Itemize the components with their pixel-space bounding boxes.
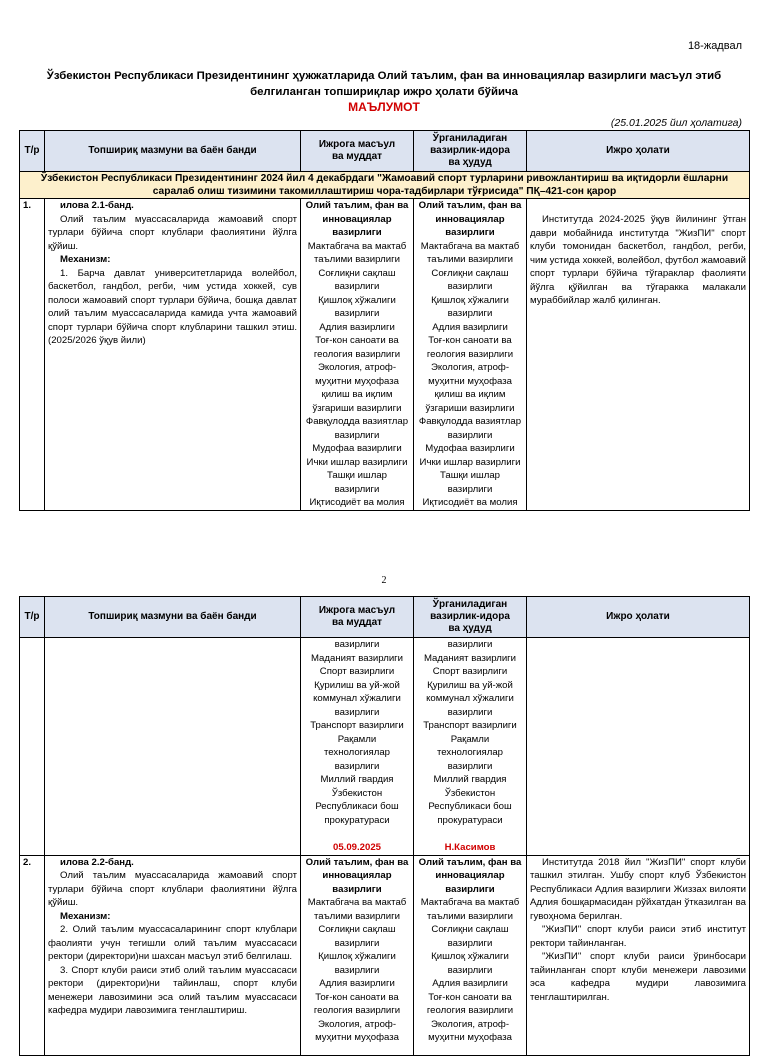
ministry-list	[304, 240, 410, 510]
ministry-list	[417, 652, 523, 828]
ministry-item: Спорт вазирлиги	[432, 666, 508, 677]
ministry-item: Қурилиш ва уй-жой коммунал хўжалиги вазирлиги	[426, 679, 514, 718]
task-text: Олий таълим муассасаларида жамоавий спорт турлари бўйича спорт клублари фаолиятини йўлга қўйиш.	[48, 213, 297, 252]
ministry-item: Иқтисодиёт ва молия	[309, 497, 405, 508]
studied-cell	[414, 638, 527, 856]
table-header-row	[20, 597, 750, 638]
studied-cell	[414, 199, 527, 511]
ministry-item: Соғлиқни сақлаш вазирлиги	[431, 267, 509, 292]
responsible-cell	[301, 855, 414, 1055]
section-title: Ўзбекистон Республикаси Президентининг 2024 йил 4 декабрдаги "Жамоавий спорт турларини ривожлантириш ва иқтидорли ёшларни саралаб олиш тизимини такомиллаштириш чора-тадбирлари тўғрисида" ПҚ–421-сон қарор	[20, 172, 750, 199]
status-cell	[527, 855, 750, 1055]
ministry-item: Экология, атроф-муҳитни муҳофаза	[315, 1018, 399, 1043]
task-heading: илова 2.2-банд.	[60, 856, 134, 868]
ministry-item: Қишлоқ хўжалиги вазирлиги	[431, 294, 509, 319]
table-row-continued	[20, 638, 750, 856]
responsible-person: Н.Касимов	[444, 842, 496, 853]
lead-ministry: Олий таълим, фан ва инновациялар вазирлиги	[305, 856, 409, 895]
lead-ministry: Олий таълим, фан ва инновациялар вазирлиги	[418, 200, 522, 238]
ministry-item: Миллий гвардия	[433, 774, 507, 785]
status-text: "ЖизПИ" спорт клуби раиси ўринбосари тайинланган спорт клуби менежери лавозими эса кафедра мудири лавозимига тенглаштирилган.	[530, 951, 746, 1003]
ministry-item: Тоғ-кон саноати ва геология вазирлиги	[313, 991, 401, 1016]
date-note: (25.01.2025 йил ҳолатига)	[610, 117, 742, 129]
ministry-item: Ўзбекистон Республикаси бош прокуратураси	[315, 787, 399, 826]
mechanism-label: Механизм:	[60, 910, 111, 922]
status-cell	[527, 199, 750, 511]
title-line-2: белгиланган топшириқлар ижро ҳолати бўйича	[250, 86, 518, 98]
ministry-item: Рақамли технологиялар вазирлиги	[324, 733, 390, 772]
header-responsible: Ижрога масъул ва муддат	[301, 597, 414, 638]
ministry-list	[304, 652, 410, 828]
row-number: 1.	[20, 199, 45, 511]
mechanism-label: Механизм:	[60, 254, 111, 265]
task-content	[45, 199, 301, 511]
ministry-item: Рақамли технологиялар вазирлиги	[437, 733, 503, 772]
ministry-item: Маданият вазирлиги	[423, 652, 517, 664]
ministry-item: Мактабгача ва мактаб таълими вазирлиги	[420, 240, 520, 265]
appendix-label: 18-жадвал	[687, 40, 742, 52]
document-title	[40, 68, 728, 100]
header-status: Ижро ҳолати	[527, 597, 750, 638]
table-row	[20, 855, 750, 1055]
ministry-item: Соғлиқни сақлаш вазирлиги	[431, 924, 509, 949]
status-text: "ЖизПИ" спорт клуби раиси этиб институт ректори тайинланган.	[530, 924, 746, 949]
ministry-item: Адлия вазирлиги	[319, 978, 395, 989]
section-row	[20, 172, 750, 199]
ministry-item: Қишлоқ хўжалиги вазирлиги	[318, 294, 396, 319]
header-responsible: Ижрога масъул ва муддат	[301, 131, 414, 172]
ministry-item: Экология, атроф-муҳитни муҳофаза қилиш ва иқлим ўзгариши вазирлиги	[425, 362, 515, 414]
ministry-item: Мактабгача ва мактаб таълими вазирлиги	[307, 897, 407, 922]
ministry-list	[304, 896, 410, 1045]
mechanism-text: 3. Спорт клуби раиси этиб олий таълим муассасаси ректори (директори)ни тайинлаш, спорт клуби менежери лавозимини эса олий таълим муассасаси кафедра мудири лавозимига тенглаштириш.	[48, 964, 297, 1016]
mechanism-text: 2. Олий таълим муассасаларининг спорт клублари фаолияти учун тегишли олий таълим муассасаси ректори (директори)ни шахсан масъул этиб белгилаш.	[48, 924, 297, 962]
row-number: 2.	[20, 855, 45, 1055]
mechanism-text: 1. Барча давлат университетларида волейбол, баскетбол, гандбол, регби, чим устида хоккей, сув полоси жамоавий спорт турлари бўйича, бошқа давлат олий таълим муассасаларида камида учта жамоавий спорт турлари бўйича спорт клубларини ташкил этиш. (2025/2026 ўқув йили)	[48, 267, 297, 346]
status-text: Институтда 2024-2025 ўқув йилининг ўтган даври мобайнида институтда "ЖизПИ" спорт клуби томонидан баскетбол, гандбол, регби, чим устида хоккей, волейбол, футбол жамоавий спорт турлари бўйича тўгараклар фаолияти йўлга қўйилган ва тўгаракка малакали мураббийлар жалб қилинган.	[530, 214, 746, 306]
title-line-1: Ўзбекистон Республикаси Президентининг ҳужжатларида Олий таълим, фан ва инновациялар вазирлиги масъул этиб	[46, 70, 722, 82]
ministry-item: Қишлоқ хўжалиги вазирлиги	[431, 951, 509, 976]
ministry-item: Адлия вазирлиги	[432, 978, 508, 989]
ministry-item: Мактабгача ва мактаб таълими вазирлиги	[307, 240, 407, 265]
responsible-cell	[301, 638, 414, 856]
task-content	[45, 855, 301, 1055]
ministry-item: Қишлоқ хўжалиги вазирлиги	[318, 951, 396, 976]
ministry-item: Қурилиш ва уй-жой коммунал хўжалиги вазирлиги	[313, 679, 401, 718]
status-text: Институтда 2018 йил "ЖизПИ" спорт клуби ташкил этилган. Ушбу спорт клуб Ўзбекистон Республикаси Адлия вазирлиги Жиззах вилояти Адлия бошқармасидан рўйхатдан ўтказилган ва гувоҳнома берилган.	[530, 856, 746, 922]
ministry-item: Экология, атроф-муҳитни муҳофаза қилиш ва иқлим ўзгариши вазирлиги	[312, 362, 402, 414]
header-content: Топшириқ мазмуни ва баён банди	[45, 131, 301, 172]
ministry-item: Транспорт вазирлиги	[423, 720, 517, 731]
header-status: Ижро ҳолати	[527, 131, 750, 172]
ministry-item: Ўзбекистон Республикаси бош прокуратураси	[428, 787, 512, 826]
header-no: Т/р	[20, 597, 45, 638]
ministry-item: Тоғ-кон саноати ва геология вазирлиги	[426, 335, 514, 360]
ministry-item: Ташқи ишлар вазирлиги	[439, 470, 500, 495]
ministry-list	[417, 896, 523, 1045]
ministry-item: Ташқи ишлар вазирлиги	[326, 470, 387, 495]
ministry-continued: вазирлиги	[334, 639, 380, 650]
responsible-cell	[301, 199, 414, 511]
ministry-item: Ички ишлар вазирлиги	[419, 456, 521, 468]
header-studied: Ўрганиладиган вазирлик-идора ва ҳудуд	[414, 597, 527, 638]
ministry-item: Транспорт вазирлиги	[310, 720, 404, 731]
table-page-1	[19, 130, 750, 511]
header-content: Топшириқ мазмуни ва баён банди	[45, 597, 301, 638]
ministry-continued: вазирлиги	[447, 639, 493, 650]
header-no: Т/р	[20, 131, 45, 172]
ministry-item: Адлия вазирлиги	[319, 321, 395, 333]
ministry-item: Тоғ-кон саноати ва геология вазирлиги	[426, 991, 514, 1016]
ministry-item: Фавқулодда вазиятлар вазирлиги	[305, 416, 409, 441]
lead-ministry: Олий таълим, фан ва инновациялар вазирлиги	[305, 200, 409, 238]
ministry-item: Адлия вазирлиги	[432, 321, 508, 333]
ministry-item: Соғлиқни сақлаш вазирлиги	[318, 267, 396, 292]
deadline: 05.09.2025	[332, 842, 381, 853]
header-studied: Ўрганиладиган вазирлик-идора ва ҳудуд	[414, 131, 527, 172]
ministry-item: Маданият вазирлиги	[310, 652, 404, 664]
ministry-item: Ички ишлар вазирлиги	[306, 456, 408, 468]
page-number: 2	[381, 575, 387, 586]
document-title-red: МАЪЛУМОТ	[348, 100, 420, 114]
ministry-item: Спорт вазирлиги	[319, 666, 395, 677]
table-header-row	[20, 131, 750, 172]
ministry-item: Мудофаа вазирлиги	[312, 443, 402, 454]
status-cell	[527, 638, 750, 856]
studied-cell	[414, 855, 527, 1055]
ministry-list	[417, 240, 523, 510]
lead-ministry: Олий таълим, фан ва инновациялар вазирлиги	[418, 856, 522, 895]
ministry-item: Иқтисодиёт ва молия	[422, 497, 518, 508]
table-row	[20, 199, 750, 511]
ministry-item: Соғлиқни сақлаш вазирлиги	[318, 924, 396, 949]
task-heading: илова 2.1-банд.	[60, 200, 134, 211]
task-text: Олий таълим муассасаларида жамоавий спорт турлари бўйича спорт клублари фаолиятини йўлга қўйиш.	[48, 870, 297, 908]
ministry-item: Тоғ-кон саноати ва геология вазирлиги	[313, 335, 401, 360]
ministry-item: Мудофаа вазирлиги	[425, 443, 515, 454]
table-page-2	[19, 596, 750, 1056]
ministry-item: Фавқулодда вазиятлар вазирлиги	[418, 416, 522, 441]
ministry-item: Миллий гвардия	[320, 774, 394, 785]
task-content	[45, 638, 301, 856]
ministry-item: Экология, атроф-муҳитни муҳофаза	[428, 1018, 512, 1043]
ministry-item: Мактабгача ва мактаб таълими вазирлиги	[420, 897, 520, 922]
row-number	[20, 638, 45, 856]
